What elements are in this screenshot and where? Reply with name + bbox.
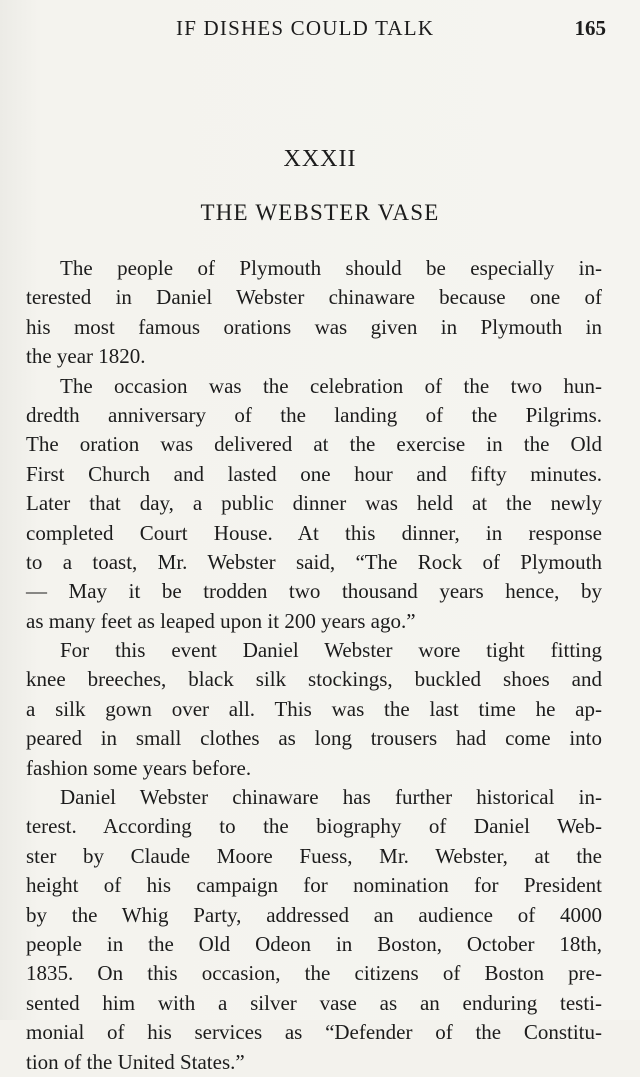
- text-line: tion of the United States.”: [26, 1049, 245, 1074]
- text-line: The occasion was the celebration of the two hun-: [60, 373, 602, 398]
- page-number: 165: [574, 16, 606, 40]
- text-line: First Church and lasted one hour and fifty minutes.: [26, 461, 602, 486]
- running-header: [0, 14, 640, 46]
- text-line: monial of his services as “Defender of the Constitu-: [26, 1020, 602, 1045]
- text-line: as many feet as leaped upon it 200 years ago.”: [26, 608, 416, 633]
- text-line: The people of Plymouth should be especially in-: [60, 256, 602, 280]
- text-line: by the Whig Party, addressed an audience of 4000: [26, 902, 602, 927]
- text-line: dredth anniversary of the landing of the Pilgrims.: [26, 402, 602, 427]
- text-line: the year 1820.: [26, 344, 146, 369]
- paragraph-4: [26, 783, 602, 1077]
- paragraph-2: [26, 372, 602, 637]
- text-line: completed Court House. At this dinner, in response: [26, 520, 602, 545]
- text-line: The oration was delivered at the exercise in the Old: [26, 432, 602, 457]
- text-line: Daniel Webster chinaware has further historical in-: [60, 785, 602, 810]
- text-line: ster by Claude Moore Fuess, Mr. Webster, at the: [26, 843, 602, 868]
- text-line: Later that day, a public dinner was held at the newly: [26, 491, 602, 516]
- text-line: his most famous orations was given in Plymouth in: [26, 314, 602, 339]
- text-line: to a toast, Mr. Webster said, “The Rock of Plymouth: [26, 549, 602, 574]
- running-title: IF DISHES COULD TALK: [176, 16, 435, 40]
- text-line: a silk gown over all. This was the last time he ap-: [26, 696, 602, 721]
- text-line: height of his campaign for nomination for President: [26, 873, 602, 898]
- text-line: — May it be trodden two thousand years hence, by: [26, 579, 602, 604]
- paragraph-3: [26, 636, 602, 783]
- text-line: fashion some years before.: [26, 755, 252, 780]
- text-line: peared in small clothes as long trousers had come into: [26, 726, 602, 751]
- text-line: people in the Old Odeon in Boston, October 18th,: [26, 931, 602, 956]
- chapter-title: THE WEBSTER VASE: [200, 200, 440, 225]
- text-line: terest. According to the biography of Daniel Web-: [26, 814, 602, 839]
- chapter-number: XXXII: [283, 146, 357, 172]
- text-line: knee breeches, black silk stockings, buckled shoes and: [26, 667, 602, 692]
- text-line: terested in Daniel Webster chinaware because one of: [26, 285, 602, 310]
- text-line: sented him with a silver vase as an enduring testi-: [26, 990, 602, 1015]
- text-line: 1835. On this occasion, the citizens of Boston pre-: [26, 961, 602, 986]
- body-text: [26, 254, 602, 1077]
- text-line: For this event Daniel Webster wore tight fitting: [60, 638, 602, 663]
- paragraph-1: [26, 254, 602, 372]
